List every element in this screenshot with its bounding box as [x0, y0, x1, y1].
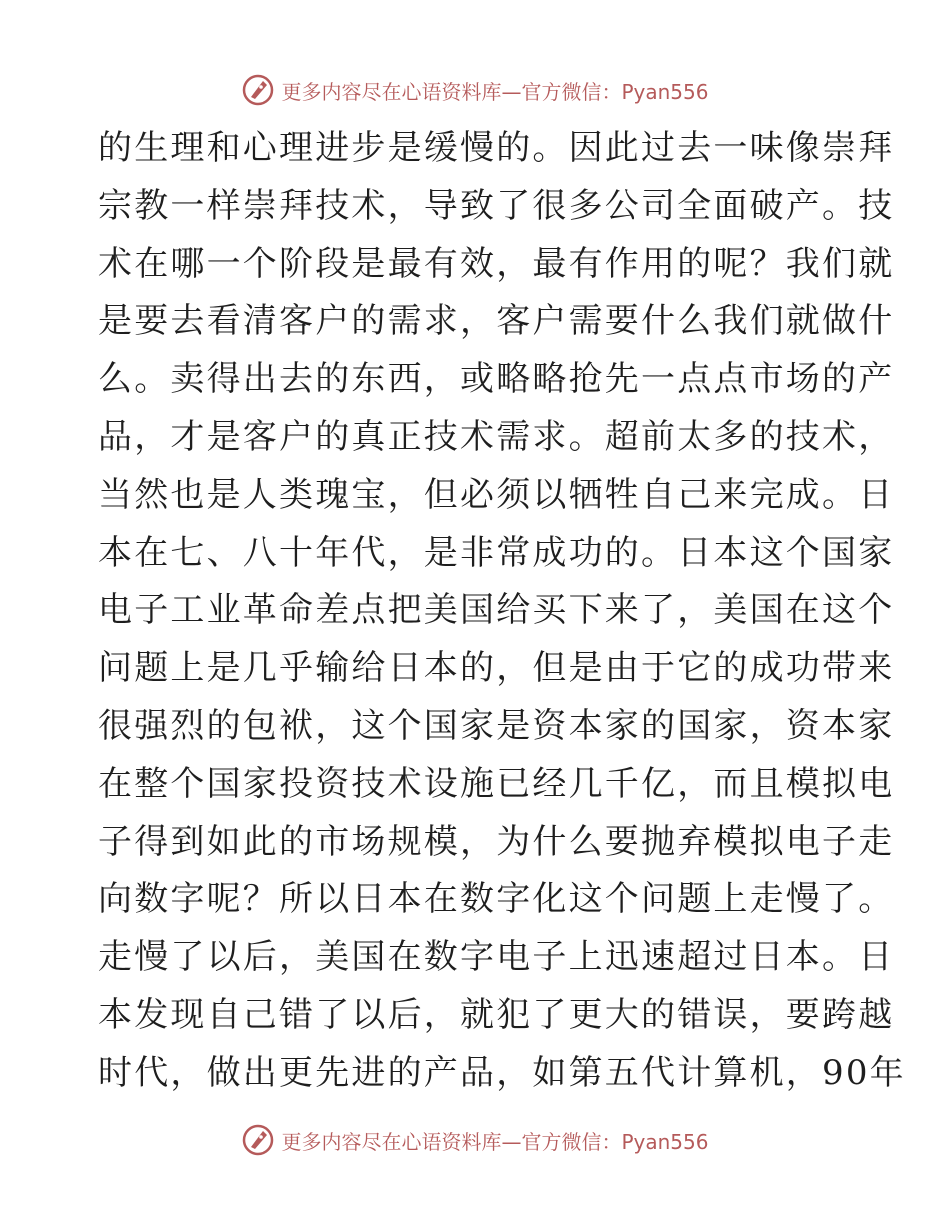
header-watermark — [0, 70, 950, 110]
text-line: 时代，做出更先进的产品，如第五代计算机，90年 — [98, 1052, 906, 1093]
text-line: 本在七、八十年代，是非常成功的。日本这个国家 — [98, 532, 895, 573]
footer-watermark-text: 更多内容尽在心语资料库—官方微信：Pyan556 — [281, 1129, 709, 1154]
text-line: 电子工业革命差点把美国给买下来了，美国在这个 — [98, 590, 895, 631]
text-line: 向数字呢？所以日本在数字化这个问题上走慢了。 — [98, 879, 895, 920]
header-watermark-text: 更多内容尽在心语资料库—官方微信：Pyan556 — [281, 79, 709, 104]
text-line: 品，才是客户的真正技术需求。超前太多的技术， — [98, 416, 895, 457]
footer-watermark — [0, 1120, 950, 1160]
text-line: 当然也是人类瑰宝，但必须以牺牲自己来完成。日 — [98, 474, 895, 515]
document-body — [98, 120, 906, 1103]
text-line: 在整个国家投资技术设施已经几千亿，而且模拟电 — [98, 763, 895, 804]
text-line: 的生理和心理进步是缓慢的。因此过去一味像崇拜 — [98, 128, 895, 168]
text-line: 走慢了以后，美国在数字电子上迅速超过日本。日 — [98, 937, 895, 978]
text-line: 术在哪一个阶段是最有效，最有作用的呢？我们就 — [98, 243, 895, 284]
text-line: 么。卖得出去的东西，或略略抢先一点点市场的产 — [98, 359, 895, 400]
pen-nib-circle-icon — [241, 1123, 275, 1157]
text-line: 很强烈的包袱，这个国家是资本家的国家，资本家 — [98, 705, 895, 746]
text-line: 是要去看清客户的需求，客户需要什么我们就做什 — [98, 301, 895, 342]
pen-nib-circle-icon — [241, 73, 275, 107]
text-line: 子得到如此的市场规模，为什么要抛弃模拟电子走 — [98, 821, 895, 862]
text-line: 本发现自己错了以后，就犯了更大的错误，要跨越 — [98, 994, 895, 1035]
text-line: 问题上是几乎输给日本的，但是由于它的成功带来 — [98, 648, 895, 689]
text-line: 宗教一样崇拜技术，导致了很多公司全面破产。技 — [98, 185, 895, 226]
